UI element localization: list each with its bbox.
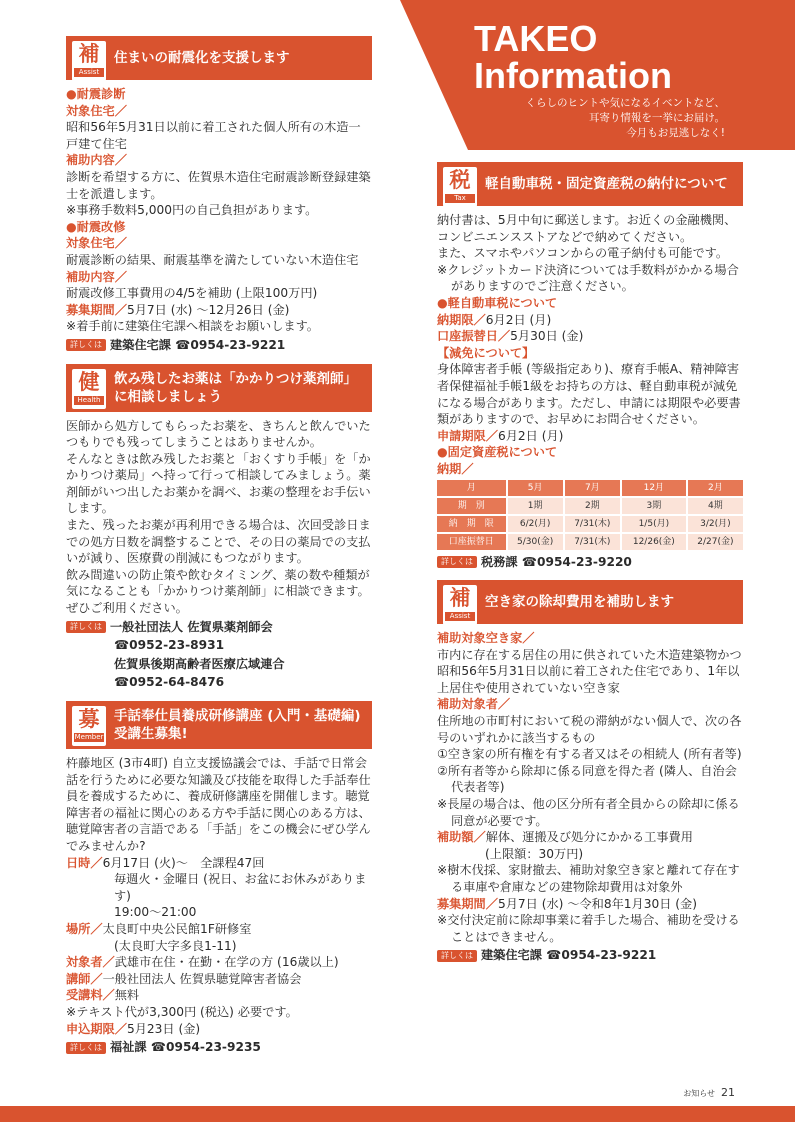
note: ※クレジットカード決済については手数料がかかる場合がありますのでご注意ください。 [437,262,739,294]
header-title-line1: TAKEO [474,18,598,59]
label: 補助内容／ [66,153,127,168]
table-cell: 1期 [508,498,563,514]
section-title: 軽自動車税・固定資産税の納付について [485,176,728,192]
note: ※交付決定前に除却事業に着手した場合、補助を受けることはできません。 [437,913,740,944]
label: 納期／ [437,461,474,476]
category-badge: 補 Assist [72,41,106,81]
table-cell: 3期 [622,498,686,514]
transfer-line: 口座振替日／5月30日 (金) [437,329,584,344]
category-badge: 補 Assist [443,585,477,625]
table-cell: 7/31(木) [565,534,620,550]
table-row [437,498,743,514]
amount-limit: (上限額：30万円) [485,846,584,861]
paragraph: 市内に存在する居住の用に供されていた木造建築物かつ昭和56年5月31日以前に着工された住宅であり、1年以上居住や使用されていない空き家 [437,647,742,695]
contact-phone: ☎0952-23-8931 [114,638,225,653]
deadline-line: 申込期限／5月23日 (金) [66,1021,201,1036]
table-cell: 3/2(月) [688,516,743,532]
subheading: ●固定資産税について [437,445,558,460]
paragraph: そんなときは飲み残したお薬と「おくすり手帳」を「かかりつけ薬局」へ持って行って相談してみましょう。薬剤師がいつ出したお薬かを調べ、お薬の整理をお手伝いします。 [66,451,371,516]
section-title: 手話奉仕員養成研修講座 (入門・基礎編) 受講生募集! [114,708,361,742]
paragraph: 耐震診断の結果、耐震基準を満たしていない木造住宅 [66,252,359,267]
paragraph: 身体障害者手帳 (等級指定あり)、療育手帳A、精神障害者保健福祉手帳1級をお持ちの方は、軽自動車税が減免になる場合があります。ただし、申請には期限や必要書類がありますので、お早めにお問合せください。 [437,362,741,427]
category-badge: 健 Health [72,369,106,409]
table-row-header: 期 別 [437,498,506,514]
period-line: 募集期間／5月7日 (水) ～12月26日 (金) [66,302,290,317]
table-row [437,516,743,532]
vacant-house-section [437,580,743,964]
subheading: ●軽自動車税について [437,295,558,310]
paragraph: 納付書は、5月中旬に郵送します。お近くの金融機関、コンビニエンスストアなどで納めてください。 [437,213,737,244]
paragraph: 住所地の市町村において税の滞納がない個人で、次の各号のいずれかに該当するもの [437,714,742,745]
note: ※着手前に建築住宅課へ相談をお願いします。 [66,319,319,334]
category-badge: 募 Member [72,706,106,746]
section-title: 空き家の除却費用を補助します [485,594,674,611]
tax-section [437,162,743,570]
contact-phone: ☎0952-64-8476 [114,675,225,690]
paragraph: 杵藤地区 (3市4町) 自立支援協議会では、手話で日常会話を行うために必要な知識及び技能を取得した手話奉仕員を養成するために、養成研修講座を開催します。聴覚障害者の福祉に関心のある方や手話に関心のある方は、聴覚障害者の言語である「手話」をこの機会にぜひ学んでみませんか? [66,756,371,853]
section-header [66,701,372,749]
paragraph: 昭和56年5月31日以前に着工された個人所有の木造一戸建て住宅 [66,120,361,151]
table-cell: 12/26(金) [622,534,686,550]
paragraph: 診断を希望する方に、佐賀県木造住宅耐震診断登録建築士を派遣します。 [66,169,371,201]
target-line: 対象者／武雄市在住・在勤・在学の方 (16歳以上) [66,955,339,970]
paragraph: 飲み間違いの防止策や飲むタイミング、薬の数や種類が気になることも「かかりつけ薬剤師」に相談できます。ぜひご利用ください。 [66,567,370,616]
paragraph: また、残ったお薬が再利用できる場合は、次回受診日までの処方日数を調整することで、その日の薬局での支払いが減り、医療費の削減にもつながります。 [66,518,371,566]
section-header [437,580,743,624]
label: 補助対象者／ [437,697,511,712]
teacher-line: 講師／一般社団法人 佐賀県聴覚障害者協会 [66,971,302,986]
seismic-section [66,36,372,354]
sign-language-section [66,701,372,1056]
label: 補助対象空き家／ [437,631,535,646]
date-line: 日時／6月17日 (火)～ 全課程47回 [66,855,265,870]
date-time: 19:00～21:00 [114,905,197,920]
label: 対象住宅／ [66,236,127,251]
fee-line: 受講料／無料 [66,988,140,1003]
table-header: 12月 [622,480,686,496]
apply-line: 申請期限／6月2日 (月) [437,428,564,443]
paragraph: 医師から処方してもらったお薬を、きちんと飲んでいたつもりでも残ってしまうことはありませんか。 [66,418,371,450]
subheading: ●耐震診断 [66,87,126,101]
section-header [437,162,743,206]
table-cell: 2/27(金) [688,534,743,550]
label: 対象住宅／ [66,103,127,118]
table-header: 2月 [688,480,743,496]
left-column [66,36,372,1056]
header-subtitle-2: 耳寄り情報を一挙にお届け。 [588,112,725,124]
table-row-header: 口座振替日 [437,534,506,550]
table-header: 5月 [508,480,563,496]
contact-line: 詳しくは 建築住宅課 ☎0954-23-9221 [66,337,372,354]
list-item: ①空き家の所有権を有する者又はその相続人 (所有者等) [437,747,742,762]
table-row [437,534,743,550]
contact-line: 詳しくは 福祉課 ☎0954-23-9235 [66,1039,372,1056]
page-number: お知らせ 21 [683,1086,735,1099]
property-tax-table [435,478,745,552]
place-address: (太良町大字多良1-11) [114,938,237,953]
footer-bar [0,1106,795,1122]
table-cell: 4期 [688,498,743,514]
contact-line: 詳しくは 税務課 ☎0954-23-9220 [437,554,743,571]
header-title-line2: Information [474,55,672,96]
table-header-row [437,480,743,496]
table-header: 7月 [565,480,620,496]
place-line: 場所／太良町中央公民館1F研修室 [66,921,252,936]
contact-line: 詳しくは 一般社団法人 佐賀県薬剤師会 [66,619,372,636]
table-cell: 2期 [565,498,620,514]
table-cell: 6/2(月) [508,516,563,532]
section-header [66,364,372,412]
table-cell: 5/30(金) [508,534,563,550]
table-cell: 1/5(月) [622,516,686,532]
category-badge: 税 Tax [443,167,477,207]
label: 補助内容／ [66,269,127,284]
section-title: 住まいの耐震化を支援します [114,50,290,66]
subheading: ●耐震改修 [66,219,126,234]
pharmacist-section [66,364,372,692]
section-header [66,36,372,80]
note: ※テキスト代が3,300円 (税込) 必要です。 [66,1004,298,1019]
amount-line: 補助額／解体、運搬及び処分にかかる工事費用 [437,830,693,845]
contact-line: 詳しくは 建築住宅課 ☎0954-23-9221 [437,947,743,964]
paragraph: また、スマホやパソコンからの電子納付も可能です。 [437,246,729,261]
section-title: 飲み残したお薬は「かかりつけ薬剤師」に相談しましょう [114,370,357,405]
note: ※長屋の場合は、他の区分所有者全員からの除却に係る同意が必要です。 [437,797,740,828]
header-subtitle-1: くらしのヒントや気になるイベントなど、 [525,97,725,109]
subheading: 【減免について】 [437,345,535,360]
table-header: 月 [437,480,506,496]
header-subtitle-3: 今月もお見逃しなく! [626,127,725,139]
due-line: 納期限／6月2日 (月) [437,312,552,327]
paragraph: 耐震改修工事費用の4/5を補助 (上限100万円) [66,286,318,301]
table-cell: 7/31(木) [565,516,620,532]
list-item: ②所有者等から除却に係る同意を得た者 (隣人、自治会代表者等) [437,763,737,795]
right-column [437,162,743,964]
contact-org: 佐賀県後期高齢者医療広域連合 [114,656,285,671]
period-line: 募集期間／5月7日 (水) ～令和8年1月30日 (金) [437,896,697,911]
date-detail: 毎週火・金曜日 (祝日、お盆にお休みがあります) [114,872,367,903]
note: ※樹木伐採、家財撤去、補助対象空き家と離れて存在する車庫や倉庫などの建物除却費用は対象外 [437,863,740,894]
table-row-header: 納 期 限 [437,516,506,532]
note: ※事務手数料5,000円の自己負担があります。 [66,203,318,218]
